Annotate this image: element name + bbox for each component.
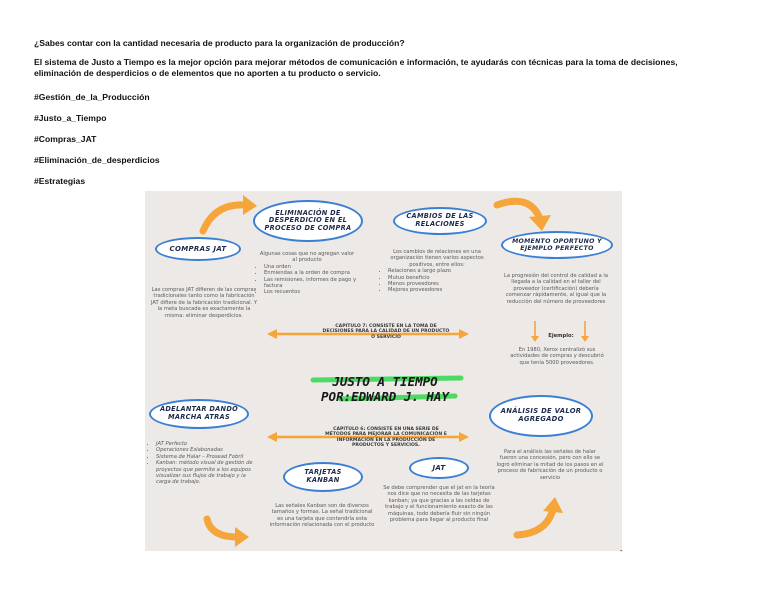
eliminacion-item: • Enmiendas a la orden de compra	[264, 270, 357, 276]
orange-arrowhead-ch6-right	[459, 432, 469, 442]
hashtag-estrategias[interactable]: #Estrategias	[34, 176, 86, 186]
eliminacion-text	[257, 251, 357, 296]
orange-arrowhead-top-right	[529, 215, 551, 231]
eliminacion-intro: Algunas cosas que no agregan valor al producto	[259, 251, 355, 264]
adelantar-item: • Operaciones Eslabonadas	[156, 447, 261, 453]
hashtag-eliminacion[interactable]: #Eliminación_de_desperdicios	[34, 155, 160, 165]
intro-line-2: eliminación de desperdicios o de elementos que no aporten a tu producto o servicio.	[34, 68, 381, 78]
analisis-text: Para el análisis las señales de halar fueron una concesión, pero con ello se logró eliminar la mitad de los pasos en el proceso de fabricación de un producto o servicio	[496, 449, 604, 481]
bubble-eliminacion: ELIMINACIÓN DE DESPERDICIO EN EL PROCESO DE COMPRA	[253, 200, 363, 242]
chapter6-caption: CAPITULO 6: CONSISTE EN UNA SERIE DE MÉTODOS PARA MEJORAR LA COMUNICACIÓN E INFORMACIÓN EN LA PRODUCCIÓN DE PRODUCTOS Y SERVICIOS.	[325, 427, 447, 449]
bubble-cambios: CAMBIOS DE LAS RELACIONES	[393, 207, 487, 235]
cambios-item: • Relaciones a largo plazo	[388, 268, 493, 274]
orange-arrowhead-bottom-right	[543, 497, 563, 513]
eliminacion-item: • Los recuentos	[264, 289, 357, 295]
adelantar-item: • JAT Perfecto	[156, 441, 261, 447]
center-title-line1: JUSTO A TIEMPO	[332, 374, 438, 389]
eliminacion-list	[257, 264, 357, 296]
momento-text: La progresión del control de calidad a la llegada a la calidad en el taller del proveedor (certificación) debería comenzar rápidamente, al igual que la reducción del número de proveedores	[503, 273, 609, 305]
eliminacion-item: • Las remisiones, informes de pago y factura	[264, 277, 357, 290]
bubble-adelantar: ADELANTAR DANDO MARCHA ATRAS	[149, 399, 249, 429]
orange-arrowhead-ch6-left	[267, 432, 277, 442]
adelantar-item: • Kanban: método visual de gestión de proyectos que permite a los equipos visualizar sus flujos de trabajo y la carga de trabajo.	[156, 460, 261, 486]
center-title	[305, 374, 465, 404]
adelantar-text	[149, 441, 261, 486]
adelantar-list	[149, 441, 261, 486]
cambios-list	[381, 268, 493, 294]
cambios-text	[381, 249, 493, 294]
momento-example: En 1980, Xerox centralizó sus actividades de compras y descubrió que tenía 5000 proveedores.	[510, 347, 604, 366]
bubble-analisis: ANÁLISIS DE VALOR AGREGADO	[489, 395, 593, 437]
tarjetas-text: Las señales Kanban son de diversos tamaños y formas. La señal tradicional es una tarjeta que contendría esta información relacionada con el producto	[269, 503, 375, 529]
cambios-intro: Los cambios de relaciones en una organización tienen varios aspectos positivos, entre ellos:	[390, 249, 484, 268]
orange-small-arrowhead-left	[531, 336, 539, 342]
bubble-momento: MOMENTO OPORTUNO Y EJEMPLO PERFECTO	[501, 231, 613, 259]
hashtag-compras[interactable]: #Compras_JAT	[34, 134, 97, 144]
center-title-line2: POR:EDWARD J. HAY	[321, 389, 449, 404]
orange-arrowhead-ch7-right	[459, 329, 469, 339]
question-line: ¿Sabes contar con la cantidad necesaria de producto para la organización de producción?	[34, 38, 405, 48]
bubble-tarjetas: TARJETAS KANBAN	[283, 462, 363, 492]
orange-arrow-bottom-right	[517, 509, 553, 535]
adelantar-item: • Sistema de Halar – Prosead Fobril	[156, 454, 261, 460]
eliminacion-item: • Una orden	[264, 264, 357, 270]
orange-arrowhead-top-left	[243, 195, 257, 215]
cambios-item: • Mutuo beneficio	[388, 275, 493, 281]
orange-arrow-top-left	[203, 205, 245, 231]
orange-arrow-bottom-left	[207, 519, 237, 537]
orange-arrowhead-bottom-left	[235, 527, 249, 547]
orange-arrowhead-ch7-left	[267, 329, 277, 339]
trailing-mark: -	[620, 546, 623, 555]
intro-line-1: El sistema de Justo a Tiempo es la mejor opción para mejorar métodos de comunicación e información, te ayudarás con técnicas para la toma de decisiones,	[34, 57, 678, 67]
jat-text: Se debe comprender que el jat en la teoría nos dice que no necesita de las tarjetas kanban; ya que gracias a las celdas de trabajo y el funcionamiento exacto de las máquinas, todo debería fluir sin ningún problema para llegar al producto final	[383, 485, 495, 524]
hashtag-justo[interactable]: #Justo_a_Tiempo	[34, 113, 107, 123]
orange-small-arrowhead-right	[581, 336, 589, 342]
bubble-compras-jat: COMPRAS JAT	[155, 237, 241, 261]
mind-map-image	[145, 191, 622, 551]
compras-jat-text: Las compras JAT difieren de las compras tradicionales tanto como la fabricación JAT difiere de la fabricación tradicional. Y la meta buscada es exactamente la misma: eliminar desperdicios.	[150, 287, 258, 319]
orange-arrow-top-right	[497, 201, 540, 219]
cambios-item: • Menos proveedores	[388, 281, 493, 287]
chapter7-caption: CAPITULO 7: CONSISTE EN LA TOMA DE DECISIONES PARA LA CALIDAD DE UN PRODUCTO O SERVICIO	[322, 324, 450, 340]
bubble-jat: JAT	[409, 457, 469, 479]
cambios-item: • Mejores proveedores	[388, 287, 493, 293]
momento-example-label: Ejemplo:	[548, 333, 574, 339]
hashtag-gestion[interactable]: #Gestión_de_la_Producción	[34, 92, 150, 102]
